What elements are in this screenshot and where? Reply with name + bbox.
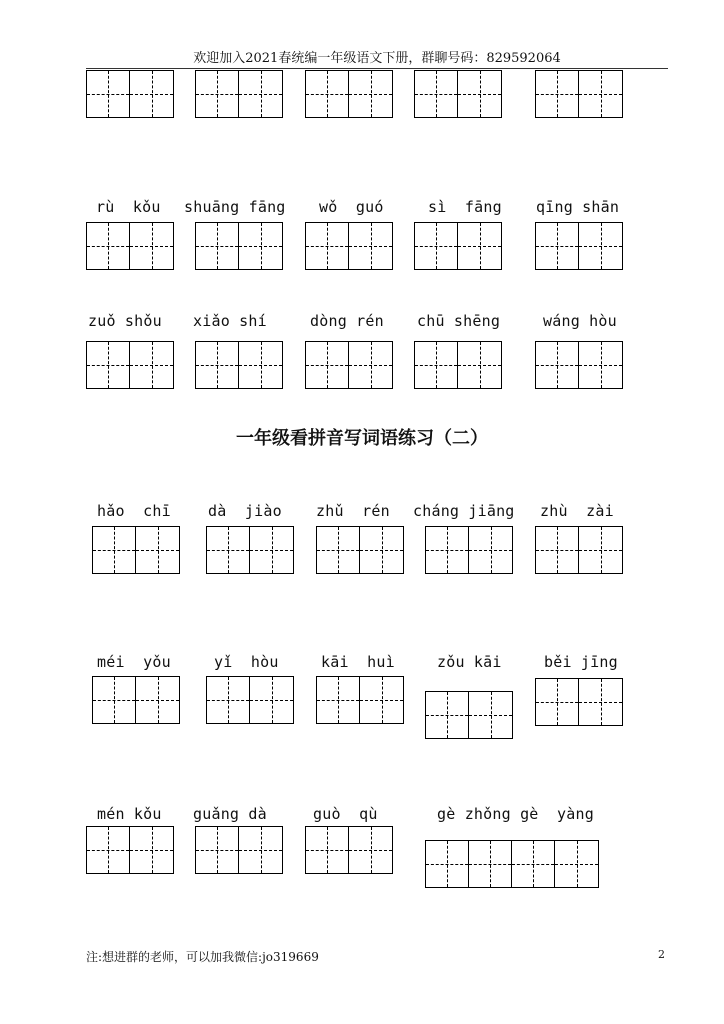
tianzige-grid xyxy=(425,526,513,574)
pinyin-label: sì fāng xyxy=(428,198,502,216)
writing-cell xyxy=(469,841,512,887)
writing-cell xyxy=(196,223,239,269)
writing-cell xyxy=(87,342,130,388)
writing-cell xyxy=(349,223,392,269)
tianzige-grid xyxy=(86,222,174,270)
writing-cell xyxy=(239,827,282,873)
writing-cell xyxy=(130,342,173,388)
writing-cell xyxy=(426,841,469,887)
pinyin-label: gè zhǒng gè yàng xyxy=(437,805,594,823)
writing-cell xyxy=(196,71,239,117)
writing-cell xyxy=(349,342,392,388)
writing-cell xyxy=(250,677,293,723)
writing-cell xyxy=(306,223,349,269)
writing-cell xyxy=(415,342,458,388)
writing-cell xyxy=(579,342,622,388)
writing-cell xyxy=(536,679,579,725)
tianzige-grid xyxy=(206,526,294,574)
writing-cell xyxy=(239,342,282,388)
section-title: 一年级看拼音写词语练习（二） xyxy=(236,428,488,449)
writing-cell xyxy=(87,71,130,117)
writing-cell xyxy=(136,677,179,723)
tianzige-grid xyxy=(305,70,393,118)
writing-cell xyxy=(458,71,501,117)
pinyin-label: cháng jiāng xyxy=(413,502,515,520)
writing-cell xyxy=(136,527,179,573)
writing-cell xyxy=(469,527,512,573)
writing-cell xyxy=(317,677,360,723)
writing-cell xyxy=(555,841,598,887)
pinyin-label: wáng hòu xyxy=(543,312,617,330)
writing-cell xyxy=(196,342,239,388)
writing-cell xyxy=(196,827,239,873)
pinyin-label: qīng shān xyxy=(536,198,620,216)
writing-cell xyxy=(536,71,579,117)
writing-cell xyxy=(87,223,130,269)
tianzige-grid xyxy=(414,222,502,270)
writing-cell xyxy=(579,71,622,117)
pinyin-label: yǐ hòu xyxy=(214,653,279,671)
writing-cell xyxy=(87,827,130,873)
writing-cell xyxy=(426,527,469,573)
tianzige-grid xyxy=(195,826,283,874)
writing-cell xyxy=(536,527,579,573)
tianzige-grid xyxy=(316,526,404,574)
pinyin-label: hǎo chī xyxy=(97,502,171,520)
tianzige-grid xyxy=(86,826,174,874)
tianzige-grid xyxy=(195,222,283,270)
writing-cell xyxy=(349,71,392,117)
tianzige-grid xyxy=(92,526,180,574)
writing-cell xyxy=(415,71,458,117)
pinyin-label: zhǔ rén xyxy=(316,502,390,520)
writing-cell xyxy=(469,692,512,738)
writing-cell xyxy=(579,527,622,573)
tianzige-grid xyxy=(425,840,599,888)
pinyin-label: shuāng fāng xyxy=(184,198,286,216)
tianzige-grid xyxy=(414,70,502,118)
writing-cell xyxy=(207,527,250,573)
writing-cell xyxy=(207,677,250,723)
writing-cell xyxy=(426,692,469,738)
writing-cell xyxy=(130,71,173,117)
tianzige-grid xyxy=(86,70,174,118)
writing-cell xyxy=(250,527,293,573)
writing-cell xyxy=(512,841,555,887)
tianzige-grid xyxy=(305,222,393,270)
tianzige-grid xyxy=(305,341,393,389)
tianzige-grid xyxy=(86,341,174,389)
writing-cell xyxy=(415,223,458,269)
tianzige-grid xyxy=(305,826,393,874)
writing-cell xyxy=(93,527,136,573)
pinyin-label: dòng rén xyxy=(310,312,384,330)
writing-cell xyxy=(306,827,349,873)
writing-cell xyxy=(536,223,579,269)
writing-cell xyxy=(349,827,392,873)
pinyin-label: dà jiào xyxy=(208,502,282,520)
pinyin-label: zǒu kāi xyxy=(437,653,502,671)
writing-cell xyxy=(239,71,282,117)
page-header: 欢迎加入2021春统编一年级语文下册，群聊号码：829592064 xyxy=(86,50,668,69)
tianzige-grid xyxy=(195,341,283,389)
writing-cell xyxy=(130,827,173,873)
pinyin-label: kāi huì xyxy=(321,653,395,671)
tianzige-grid xyxy=(535,70,623,118)
pinyin-label: chū shēng xyxy=(417,312,501,330)
writing-cell xyxy=(360,527,403,573)
writing-cell xyxy=(306,71,349,117)
writing-cell xyxy=(458,223,501,269)
writing-cell xyxy=(317,527,360,573)
writing-cell xyxy=(579,223,622,269)
writing-cell xyxy=(458,342,501,388)
pinyin-label: xiǎo shí xyxy=(193,312,267,330)
writing-cell xyxy=(130,223,173,269)
writing-cell xyxy=(306,342,349,388)
tianzige-grid xyxy=(414,341,502,389)
tianzige-grid xyxy=(535,341,623,389)
tianzige-grid xyxy=(92,676,180,724)
pinyin-label: zuǒ shǒu xyxy=(88,312,162,330)
pinyin-label: méi yǒu xyxy=(97,653,171,671)
writing-cell xyxy=(579,679,622,725)
writing-cell xyxy=(536,342,579,388)
pinyin-label: zhù zài xyxy=(540,502,614,520)
writing-cell xyxy=(360,677,403,723)
tianzige-grid xyxy=(206,676,294,724)
writing-cell xyxy=(93,677,136,723)
page-number: 2 xyxy=(658,948,665,961)
tianzige-grid xyxy=(195,70,283,118)
tianzige-grid xyxy=(425,691,513,739)
pinyin-label: guǎng dà xyxy=(193,805,267,823)
tianzige-grid xyxy=(535,222,623,270)
tianzige-grid xyxy=(535,526,623,574)
pinyin-label: wǒ guó xyxy=(319,198,384,216)
pinyin-label: mén kǒu xyxy=(97,805,162,823)
tianzige-grid xyxy=(535,678,623,726)
tianzige-grid xyxy=(316,676,404,724)
footer-note: 注:想进群的老师，可以加我微信:jo319669 xyxy=(86,950,319,964)
writing-cell xyxy=(239,223,282,269)
pinyin-label: rù kǒu xyxy=(96,198,161,216)
pinyin-label: běi jīng xyxy=(544,653,618,671)
pinyin-label: guò qù xyxy=(313,805,378,823)
